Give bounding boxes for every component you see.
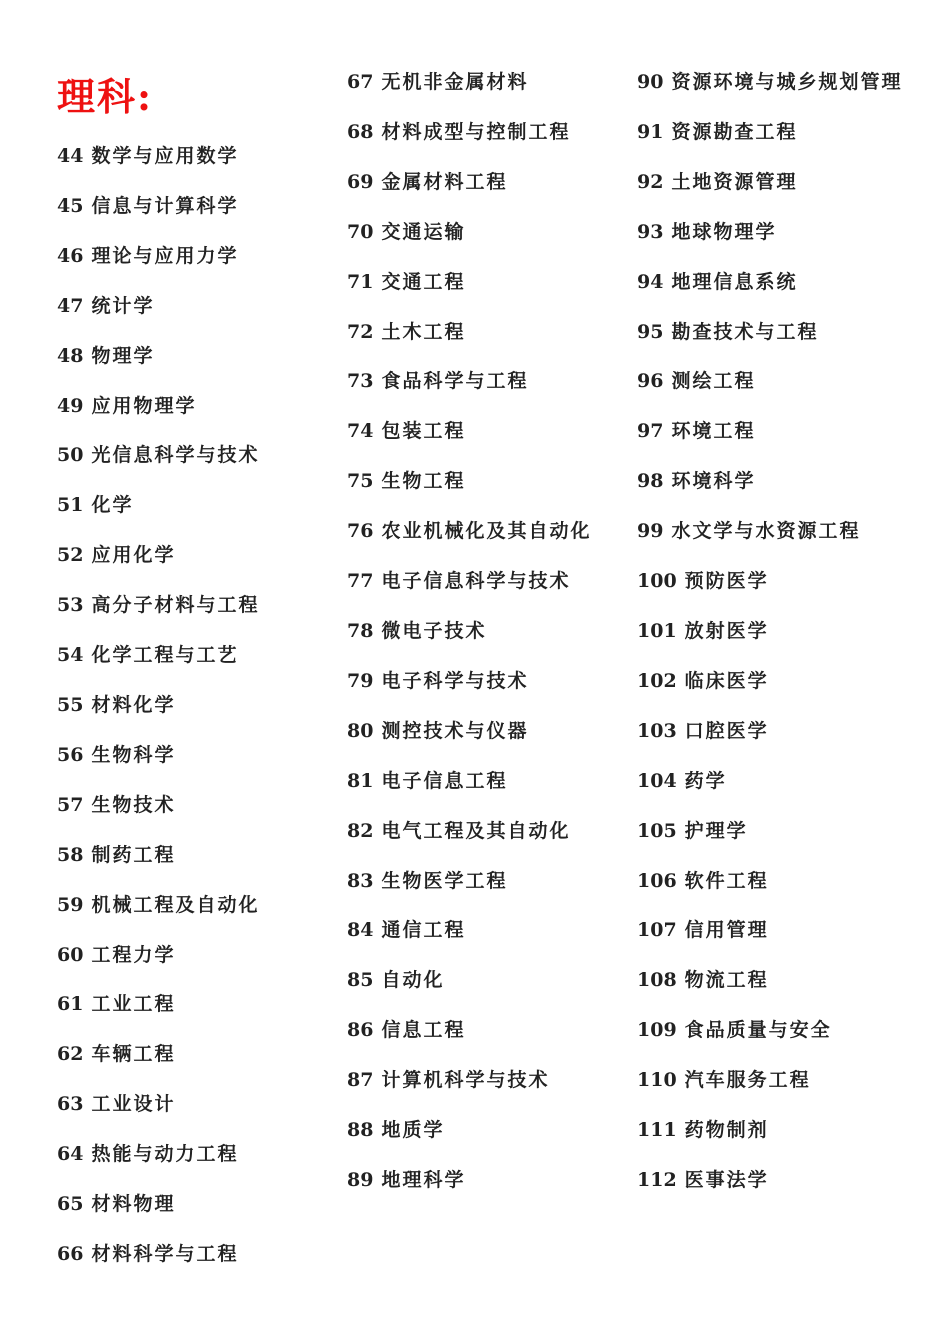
item-number: 111	[637, 1119, 677, 1142]
item-number: 110	[637, 1069, 677, 1092]
item-number: 100	[637, 570, 677, 593]
item-number: 90	[637, 71, 664, 93]
item-number: 99	[637, 520, 664, 543]
list-item	[347, 657, 591, 707]
item-number: 71	[347, 270, 374, 293]
item-name: 微电子技术	[381, 619, 487, 642]
item-name: 物流工程	[684, 969, 769, 992]
list-item	[57, 980, 259, 1030]
item-number: 83	[347, 869, 374, 892]
major-list	[57, 132, 259, 1280]
list-item	[637, 158, 902, 208]
item-name: 地理信息系统	[671, 270, 798, 293]
item-name: 自动化	[381, 969, 445, 992]
item-number: 49	[57, 394, 84, 417]
item-number: 70	[347, 220, 374, 243]
item-number: 103	[637, 719, 677, 742]
item-number: 98	[637, 470, 664, 493]
list-item	[57, 1230, 259, 1280]
item-number: 93	[637, 220, 664, 243]
list-item	[347, 308, 591, 358]
list-item	[347, 258, 591, 308]
list-item	[347, 108, 591, 158]
list-item	[637, 308, 902, 358]
list-item	[57, 382, 259, 432]
list-item	[57, 1130, 259, 1180]
item-name: 汽车服务工程	[684, 1069, 811, 1092]
list-item	[637, 906, 902, 956]
item-number: 55	[57, 693, 84, 716]
item-number: 54	[57, 644, 84, 667]
item-name: 交通工程	[381, 270, 466, 293]
item-name: 生物工程	[381, 470, 466, 493]
list-item	[637, 956, 902, 1006]
item-number: 67	[347, 71, 374, 93]
item-name: 车辆工程	[91, 1043, 176, 1066]
item-number: 109	[637, 1019, 677, 1042]
item-number: 87	[347, 1069, 374, 1092]
list-item	[347, 208, 591, 258]
item-number: 58	[57, 843, 84, 866]
item-name: 计算机科学与技术	[381, 1069, 550, 1092]
list-item	[347, 158, 591, 208]
item-name: 应用化学	[91, 544, 176, 567]
list-item	[347, 58, 591, 108]
item-name: 生物科学	[91, 743, 176, 766]
item-name: 材料科学与工程	[91, 1242, 239, 1265]
item-name: 资源环境与城乡规划管理	[671, 71, 903, 93]
item-number: 66	[57, 1242, 84, 1265]
list-item	[347, 857, 591, 907]
item-name: 放射医学	[684, 619, 769, 642]
item-name: 地球物理学	[671, 220, 777, 243]
list-item	[637, 507, 902, 557]
item-name: 统计学	[91, 294, 155, 317]
list-item	[347, 956, 591, 1006]
list-item	[347, 1056, 591, 1106]
item-name: 理论与应用力学	[91, 244, 239, 267]
item-name: 通信工程	[381, 919, 466, 942]
item-number: 86	[347, 1019, 374, 1042]
item-number: 45	[57, 194, 84, 217]
item-number: 51	[57, 494, 84, 517]
item-number: 105	[637, 819, 677, 842]
list-item	[347, 407, 591, 457]
list-item	[57, 1180, 259, 1230]
item-name: 地质学	[381, 1119, 445, 1142]
list-item	[57, 731, 259, 781]
item-number: 80	[347, 719, 374, 742]
item-name: 药学	[684, 769, 727, 792]
item-number: 94	[637, 270, 664, 293]
section-heading: 理科:	[57, 74, 154, 119]
item-name: 电气工程及其自动化	[381, 819, 571, 842]
item-number: 61	[57, 993, 84, 1016]
item-number: 59	[57, 893, 84, 916]
item-number: 106	[637, 869, 677, 892]
item-name: 食品质量与安全	[684, 1019, 832, 1042]
item-name: 金属材料工程	[381, 170, 508, 193]
item-number: 102	[637, 669, 677, 692]
item-number: 82	[347, 819, 374, 842]
list-item	[57, 182, 259, 232]
item-name: 交通运输	[381, 220, 466, 243]
item-name: 电子信息工程	[381, 769, 508, 792]
item-name: 测控技术与仪器	[381, 719, 529, 742]
item-name: 环境工程	[671, 420, 756, 443]
list-item	[347, 607, 591, 657]
list-item	[637, 857, 902, 907]
list-item	[57, 282, 259, 332]
list-item	[637, 208, 902, 258]
list-item	[347, 757, 591, 807]
list-item	[57, 931, 259, 981]
item-number: 92	[637, 170, 664, 193]
list-item	[637, 108, 902, 158]
item-number: 60	[57, 943, 84, 966]
list-item	[57, 481, 259, 531]
list-item	[57, 232, 259, 282]
item-number: 96	[637, 370, 664, 393]
item-number: 75	[347, 470, 374, 493]
item-name: 预防医学	[684, 570, 769, 593]
list-item	[637, 757, 902, 807]
list-item	[347, 906, 591, 956]
item-number: 53	[57, 594, 84, 617]
item-name: 材料物理	[91, 1193, 176, 1216]
item-number: 57	[57, 793, 84, 816]
item-name: 电子科学与技术	[381, 669, 529, 692]
item-name: 电子信息科学与技术	[381, 570, 571, 593]
item-number: 63	[57, 1093, 84, 1116]
item-name: 数学与应用数学	[91, 145, 239, 167]
item-name: 勘查技术与工程	[671, 320, 819, 343]
item-number: 108	[637, 969, 677, 992]
item-name: 环境科学	[671, 470, 756, 493]
list-item	[637, 1106, 902, 1156]
item-name: 工业工程	[91, 993, 176, 1016]
item-number: 44	[57, 145, 84, 167]
list-item	[637, 657, 902, 707]
item-number: 91	[637, 120, 664, 143]
list-item	[347, 807, 591, 857]
item-number: 74	[347, 420, 374, 443]
item-name: 药物制剂	[684, 1119, 769, 1142]
list-item	[637, 457, 902, 507]
list-item	[637, 807, 902, 857]
item-number: 72	[347, 320, 374, 343]
item-number: 76	[347, 520, 374, 543]
item-number: 48	[57, 344, 84, 367]
item-number: 65	[57, 1193, 84, 1216]
item-number: 104	[637, 769, 677, 792]
item-name: 测绘工程	[671, 370, 756, 393]
item-name: 口腔医学	[684, 719, 769, 742]
item-name: 护理学	[684, 819, 748, 842]
item-name: 信息工程	[381, 1019, 466, 1042]
item-number: 107	[637, 919, 677, 942]
item-name: 工业设计	[91, 1093, 176, 1116]
list-item	[637, 707, 902, 757]
item-name: 化学工程与工艺	[91, 644, 239, 667]
list-item	[347, 457, 591, 507]
item-number: 97	[637, 420, 664, 443]
item-number: 78	[347, 619, 374, 642]
item-name: 资源勘查工程	[671, 120, 798, 143]
list-item	[347, 1006, 591, 1056]
item-name: 软件工程	[684, 869, 769, 892]
item-name: 工程力学	[91, 943, 176, 966]
list-item	[57, 881, 259, 931]
list-item	[637, 1156, 902, 1206]
list-item	[347, 1106, 591, 1156]
item-name: 地理科学	[381, 1168, 466, 1191]
list-item	[637, 357, 902, 407]
item-number: 112	[637, 1168, 677, 1191]
list-item	[57, 1030, 259, 1080]
item-name: 农业机械化及其自动化	[381, 520, 592, 543]
list-item	[637, 1006, 902, 1056]
major-list	[637, 58, 902, 1206]
list-item	[57, 332, 259, 382]
item-number: 77	[347, 570, 374, 593]
item-number: 62	[57, 1043, 84, 1066]
item-number: 68	[347, 120, 374, 143]
list-item	[57, 431, 259, 481]
item-number: 88	[347, 1119, 374, 1142]
item-number: 56	[57, 743, 84, 766]
item-name: 生物技术	[91, 793, 176, 816]
list-item	[347, 357, 591, 407]
item-number: 85	[347, 969, 374, 992]
item-name: 材料成型与控制工程	[381, 120, 571, 143]
list-item	[637, 407, 902, 457]
item-number: 47	[57, 294, 84, 317]
item-name: 材料化学	[91, 693, 176, 716]
item-name: 无机非金属材料	[381, 71, 529, 93]
item-number: 79	[347, 669, 374, 692]
item-number: 101	[637, 619, 677, 642]
list-item	[637, 1056, 902, 1106]
item-number: 73	[347, 370, 374, 393]
item-name: 高分子材料与工程	[91, 594, 260, 617]
item-number: 81	[347, 769, 374, 792]
item-name: 医事法学	[684, 1168, 769, 1191]
item-number: 52	[57, 544, 84, 567]
list-item	[57, 132, 259, 182]
list-item	[637, 557, 902, 607]
item-name: 信用管理	[684, 919, 769, 942]
item-name: 制药工程	[91, 843, 176, 866]
item-name: 生物医学工程	[381, 869, 508, 892]
item-name: 食品科学与工程	[381, 370, 529, 393]
list-item	[57, 681, 259, 731]
item-number: 95	[637, 320, 664, 343]
item-name: 土木工程	[381, 320, 466, 343]
item-name: 土地资源管理	[671, 170, 798, 193]
item-name: 包装工程	[381, 420, 466, 443]
item-name: 临床医学	[684, 669, 769, 692]
list-item	[347, 507, 591, 557]
item-number: 64	[57, 1143, 84, 1166]
list-item	[57, 831, 259, 881]
item-number: 46	[57, 244, 84, 267]
list-item	[57, 781, 259, 831]
major-list	[347, 58, 591, 1206]
list-item	[347, 557, 591, 607]
list-item	[347, 1156, 591, 1206]
list-item	[57, 531, 259, 581]
list-item	[57, 581, 259, 631]
list-item	[57, 631, 259, 681]
item-number: 69	[347, 170, 374, 193]
list-item	[637, 258, 902, 308]
item-number: 50	[57, 444, 84, 467]
list-item	[57, 1080, 259, 1130]
item-name: 物理学	[91, 344, 155, 367]
item-name: 水文学与水资源工程	[671, 520, 861, 543]
list-item	[347, 707, 591, 757]
list-item	[637, 58, 902, 108]
item-number: 84	[347, 919, 374, 942]
list-item	[637, 607, 902, 657]
item-name: 化学	[91, 494, 134, 517]
item-name: 应用物理学	[91, 394, 197, 417]
item-name: 热能与动力工程	[91, 1143, 239, 1166]
item-number: 89	[347, 1168, 374, 1191]
item-name: 机械工程及自动化	[91, 893, 260, 916]
item-name: 光信息科学与技术	[91, 444, 260, 467]
item-name: 信息与计算科学	[91, 194, 239, 217]
